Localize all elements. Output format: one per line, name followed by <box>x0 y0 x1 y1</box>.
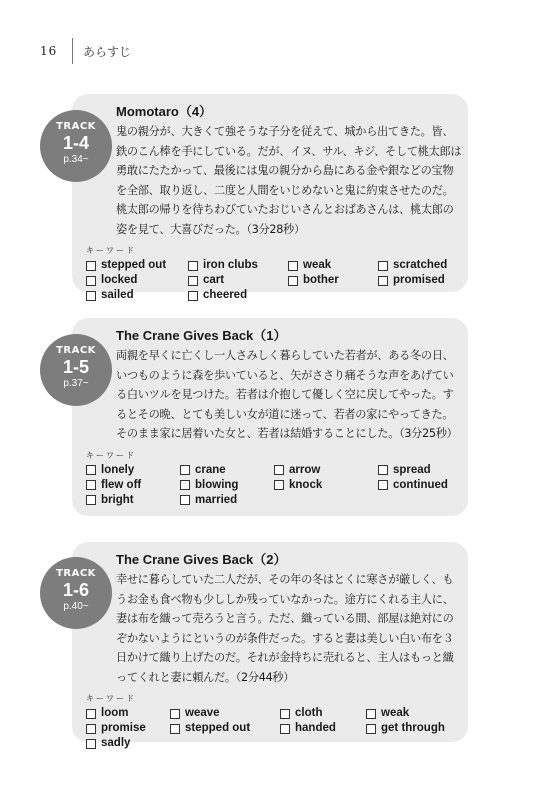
keyword-text: promise <box>101 722 146 734</box>
keyword-item[interactable] <box>274 478 378 493</box>
track-label: TRACK <box>56 568 96 579</box>
checkbox-icon[interactable] <box>180 465 190 475</box>
keyword-text: promised <box>393 274 445 286</box>
keyword-item[interactable] <box>170 721 280 736</box>
keyword-item[interactable] <box>86 493 180 508</box>
keyword-item[interactable] <box>86 736 170 751</box>
keyword-text: weave <box>185 707 220 719</box>
track-number: 1-4 <box>62 133 89 153</box>
checkbox-icon[interactable] <box>188 276 198 286</box>
checkbox-icon[interactable] <box>86 261 96 271</box>
track-number: 1-6 <box>62 580 89 600</box>
keyword-item[interactable] <box>280 706 366 721</box>
keyword-item[interactable] <box>378 258 478 273</box>
checkbox-icon[interactable] <box>366 709 376 719</box>
keyword-text: cart <box>203 274 225 286</box>
checkbox-icon[interactable] <box>86 739 96 749</box>
checkbox-icon[interactable] <box>86 291 96 301</box>
track-number: 1-5 <box>62 357 89 377</box>
keyword-text: stepped out <box>101 259 167 271</box>
checkbox-icon[interactable] <box>86 495 96 505</box>
keyword-text: sadly <box>101 737 131 749</box>
keyword-item[interactable] <box>366 721 476 736</box>
checkbox-icon[interactable] <box>274 465 284 475</box>
checkbox-icon[interactable] <box>170 724 180 734</box>
checkbox-icon[interactable] <box>180 480 190 490</box>
keyword-item[interactable] <box>378 478 478 493</box>
keyword-text: weak <box>303 259 332 271</box>
track-badge <box>40 110 112 182</box>
track-content <box>86 552 462 751</box>
keyword-list <box>86 258 462 303</box>
keyword-label: キーワード <box>86 246 136 255</box>
keyword-text: loom <box>101 707 129 719</box>
keyword-item[interactable] <box>378 273 478 288</box>
keyword-item[interactable] <box>86 721 170 736</box>
story-title: Momotaro（4） <box>116 104 213 119</box>
keyword-item[interactable] <box>180 478 274 493</box>
keyword-item[interactable] <box>378 463 478 478</box>
keyword-list <box>86 463 462 508</box>
story-title: The Crane Gives Back（2） <box>116 552 287 567</box>
checkbox-icon[interactable] <box>188 291 198 301</box>
keyword-item[interactable] <box>180 493 274 508</box>
keyword-text: continued <box>393 478 448 491</box>
keyword-item[interactable] <box>366 706 476 721</box>
header-divider <box>72 38 73 64</box>
checkbox-icon[interactable] <box>86 724 96 734</box>
checkbox-icon[interactable] <box>170 709 180 719</box>
keyword-item[interactable] <box>170 706 280 721</box>
keyword-item[interactable] <box>86 288 188 303</box>
keyword-item[interactable] <box>86 463 180 478</box>
keyword-text: iron clubs <box>203 259 258 271</box>
checkbox-icon[interactable] <box>378 276 388 286</box>
checkbox-icon[interactable] <box>378 480 388 490</box>
checkbox-icon[interactable] <box>86 709 96 719</box>
checkbox-icon[interactable] <box>86 465 96 475</box>
keyword-text: bother <box>303 274 339 286</box>
keyword-text: handed <box>295 722 336 734</box>
keyword-label: キーワード <box>86 694 136 703</box>
keyword-item[interactable] <box>274 463 378 478</box>
keyword-text: lonely <box>101 463 135 476</box>
keyword-item[interactable] <box>86 258 188 273</box>
keyword-text: knock <box>289 478 323 491</box>
keyword-item[interactable] <box>188 258 288 273</box>
checkbox-icon[interactable] <box>86 276 96 286</box>
synopsis-text: 鬼の親分が、大きくて強そうな子分を従えて、城から出てきた。皆、鉄のこん棒を手にしている。だが、イヌ、サル、キジ、そして桃太郎は勇敢にたたかって、最後には鬼の親分から島にある金や銀などの宝物を全部、取り返し、二度と人間をいじめないと鬼に約束させたのだ。桃太郎の帰りを待ちわびていたおじいさんとおばあさんは、桃太郎の姿を見て、大喜びだった。（3分28秒） <box>116 125 462 236</box>
story-title: The Crane Gives Back（1） <box>116 328 287 343</box>
keyword-text: stepped out <box>185 722 251 734</box>
keyword-item[interactable] <box>86 273 188 288</box>
track-content <box>86 328 462 508</box>
track-label: TRACK <box>56 121 96 132</box>
page-section-title: あらすじ <box>83 44 132 59</box>
keyword-item[interactable] <box>188 273 288 288</box>
keyword-list <box>86 706 462 751</box>
keyword-text: cloth <box>295 707 323 719</box>
synopsis-text: 両親を早くに亡くし一人さみしく暮らしていた若者が、ある冬の日、いつものように森を歩いていると、矢がささり痛そうな声をあげている白いツルを見つけた。若者は介抱して優しく空に戻してやった。するとその晩、とても美しい女が道に迷って、若者の家にやってきた。そのまま家に居着いた女と、若者は結婚することにした。（3分25秒） <box>116 349 458 440</box>
keyword-text: weak <box>381 707 410 719</box>
page-header <box>40 38 131 64</box>
checkbox-icon[interactable] <box>378 465 388 475</box>
track-label: TRACK <box>56 345 96 356</box>
checkbox-icon[interactable] <box>188 261 198 271</box>
keyword-item[interactable] <box>188 288 288 303</box>
page-reference: p.37~ <box>63 378 89 389</box>
checkbox-icon[interactable] <box>378 261 388 271</box>
keyword-text: married <box>195 493 238 506</box>
checkbox-icon[interactable] <box>274 480 284 490</box>
page-reference: p.34~ <box>63 154 89 165</box>
track-badge <box>40 334 112 406</box>
page-number: 16 <box>40 44 58 58</box>
keyword-label: キーワード <box>86 450 136 460</box>
keyword-item[interactable] <box>86 478 180 493</box>
checkbox-icon[interactable] <box>280 724 290 734</box>
checkbox-icon[interactable] <box>288 276 298 286</box>
checkbox-icon[interactable] <box>366 724 376 734</box>
keyword-item[interactable] <box>288 273 378 288</box>
keyword-text: locked <box>101 274 138 286</box>
keyword-item[interactable] <box>180 463 274 478</box>
keyword-text: spread <box>393 463 431 476</box>
synopsis-text: 幸せに暮らしていた二人だが、その年の冬はとくに寒さが厳しく、もうお金も食べ物も少ししか残っていなかった。途方にくれる主人に、妻は布を織って売ろうと言う。ただ、織っている間、部屋は絶対にのぞかないようにというのが条件だった。すると妻は美しい白い布を３日かけて織り上げたのだ。それが金持ちに売れると、主人はもっと織ってくれと妻に頼んだ。（2分44秒） <box>116 573 454 684</box>
keyword-item[interactable] <box>280 721 366 736</box>
keyword-text: get through <box>381 722 445 734</box>
keyword-text: crane <box>195 463 226 476</box>
checkbox-icon[interactable] <box>288 261 298 271</box>
keyword-text: blowing <box>195 478 239 491</box>
keyword-text: sailed <box>101 289 134 301</box>
keyword-item[interactable] <box>288 258 378 273</box>
checkbox-icon[interactable] <box>180 495 190 505</box>
keyword-text: scratched <box>393 259 448 271</box>
keyword-text: arrow <box>289 463 321 476</box>
keyword-text: flew off <box>101 478 142 491</box>
keyword-text: bright <box>101 493 134 506</box>
keyword-item[interactable] <box>86 706 170 721</box>
keyword-text: cheered <box>203 289 248 301</box>
page-reference: p.40~ <box>63 601 89 612</box>
track-content <box>86 104 462 303</box>
track-badge <box>40 557 112 629</box>
checkbox-icon[interactable] <box>280 709 290 719</box>
checkbox-icon[interactable] <box>86 480 96 490</box>
